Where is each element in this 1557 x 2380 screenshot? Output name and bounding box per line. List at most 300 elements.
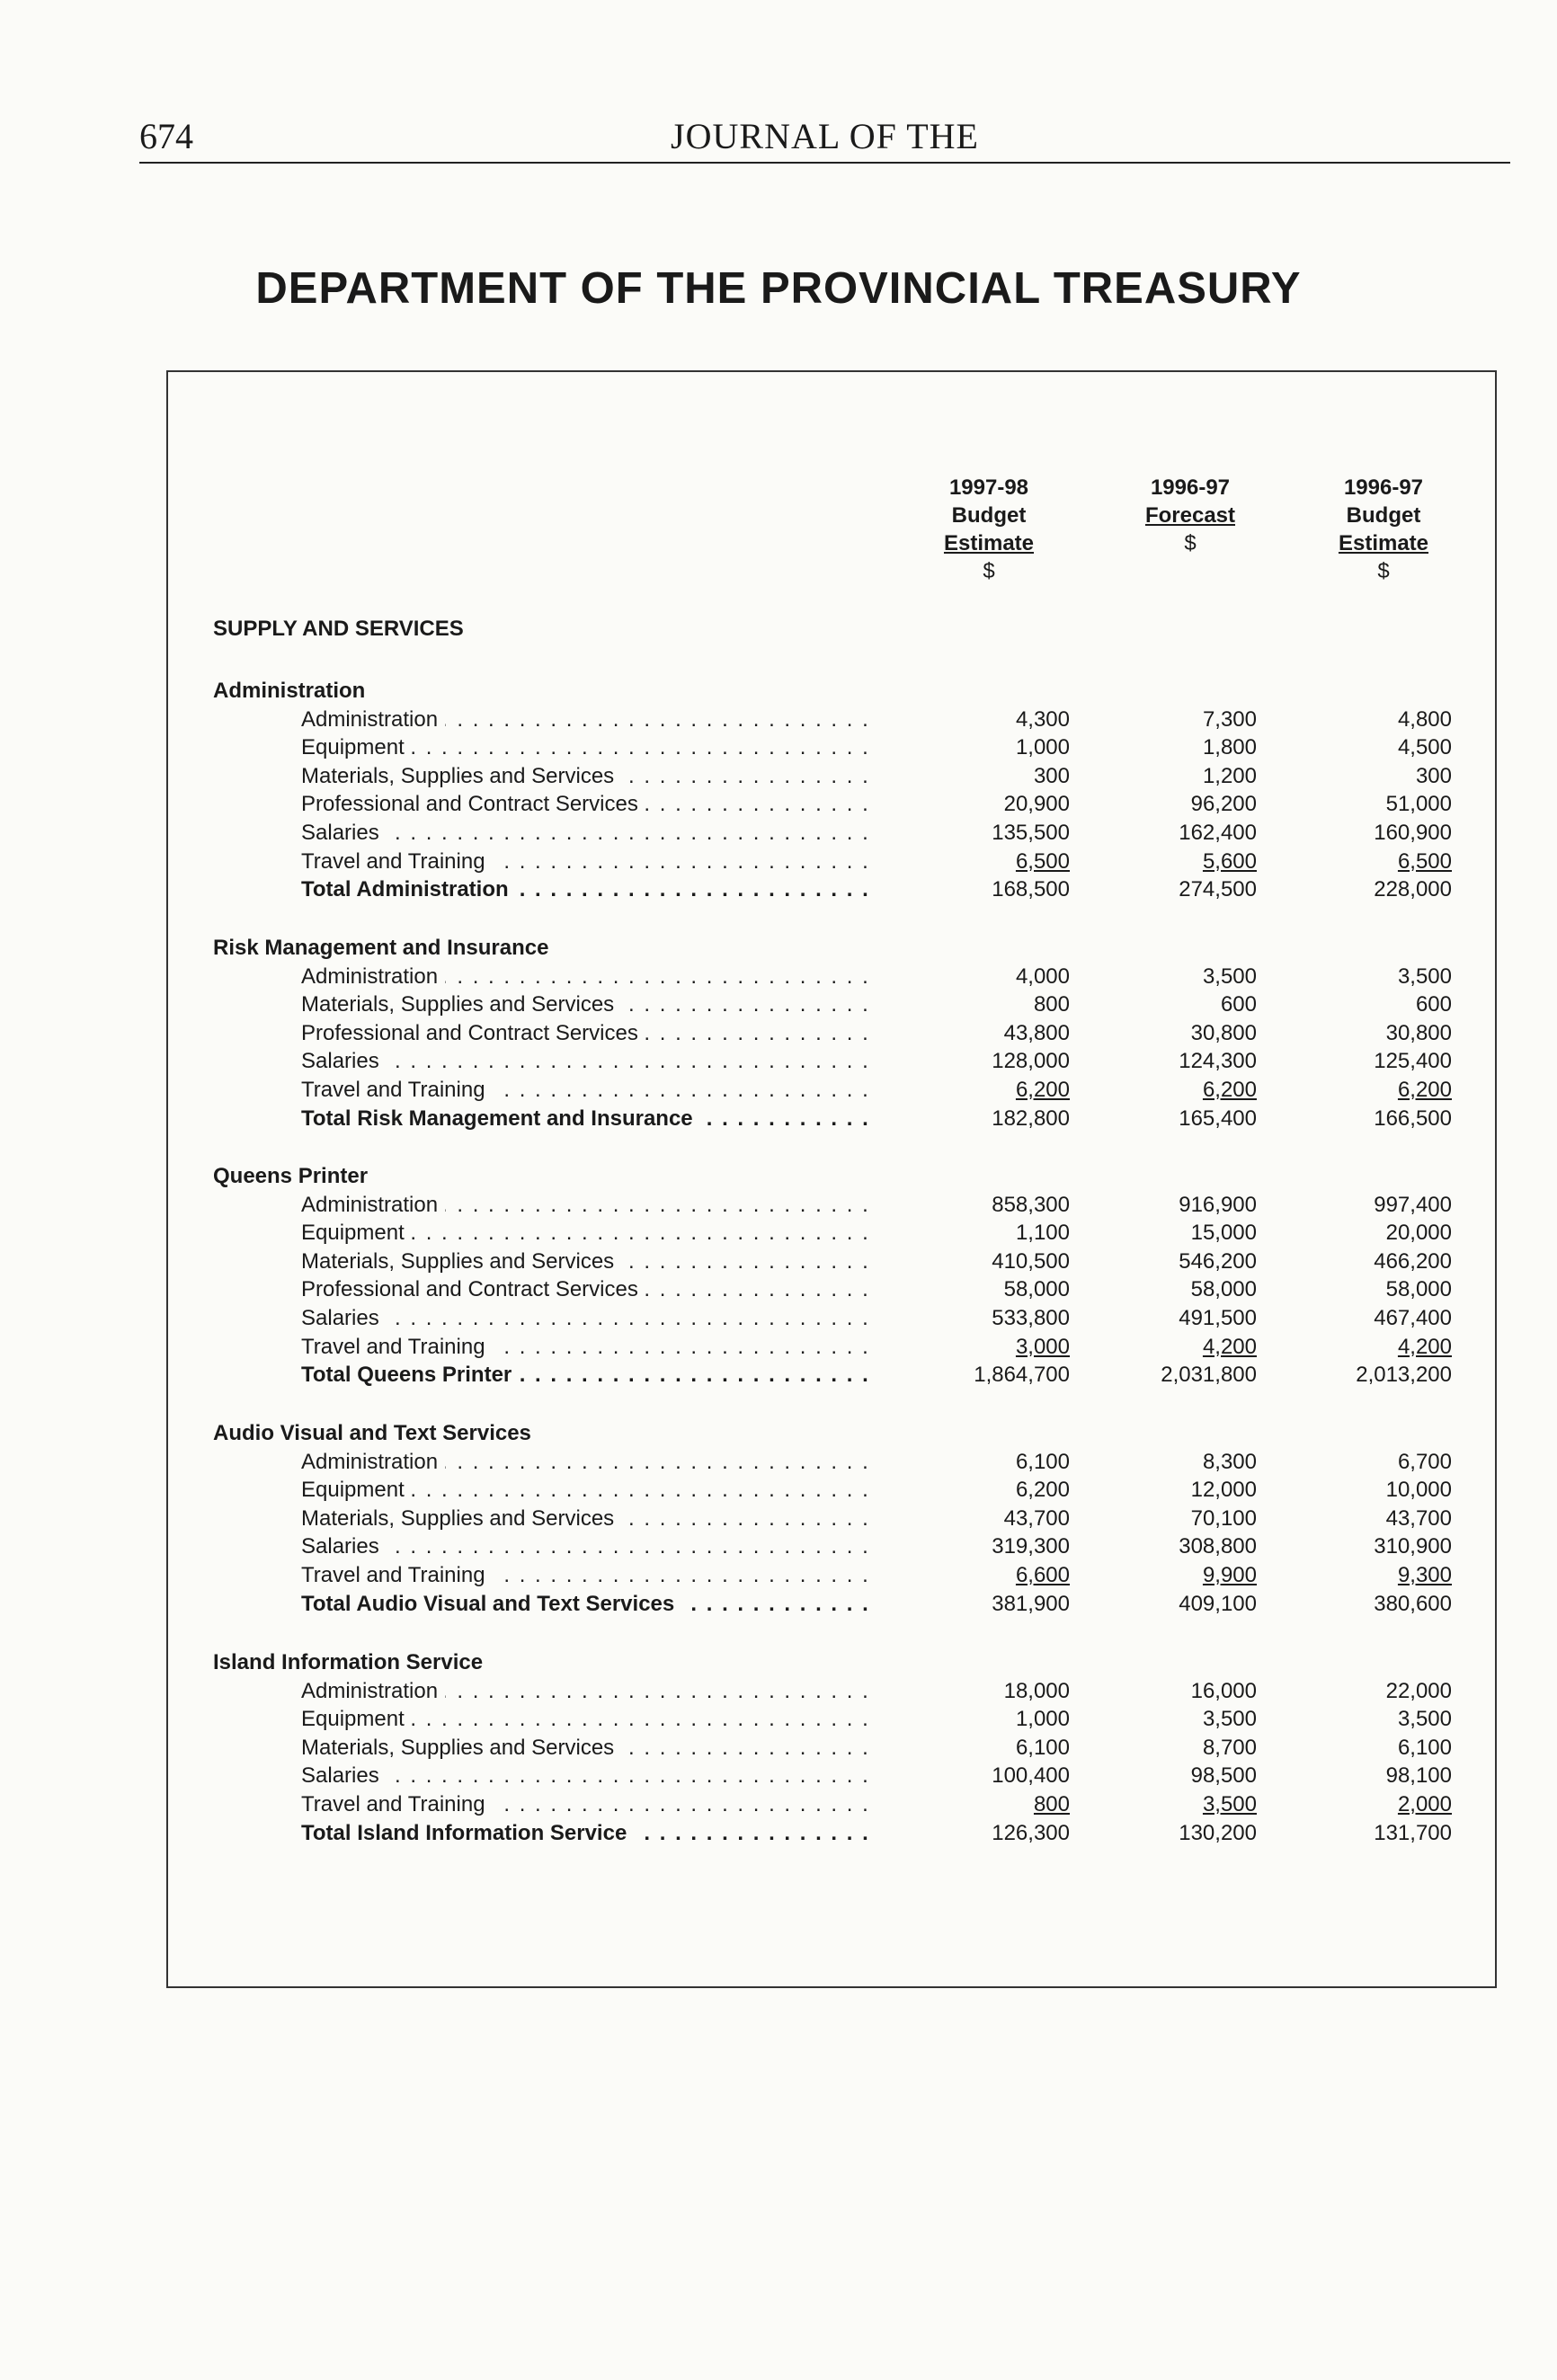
row-label-text: Total Risk Management and Insurance: [301, 1106, 700, 1131]
row-label: [301, 1047, 869, 1076]
column-header-line: 1996-97: [1150, 475, 1231, 500]
amount-value: 4,300: [1015, 706, 1070, 732]
amount-cell: [908, 1361, 1070, 1390]
amount-value: 98,500: [1190, 1763, 1257, 1789]
amount-cell: [908, 1333, 1070, 1362]
amount-value: 274,500: [1179, 877, 1257, 902]
row-label-text: Travel and Training: [301, 1792, 493, 1816]
currency-symbol: $: [1184, 531, 1197, 555]
amount-value: 1,200: [1202, 763, 1257, 788]
amount-value: 533,800: [992, 1306, 1070, 1330]
amount-cell: [1290, 1532, 1452, 1561]
amount-cell: [1095, 1734, 1257, 1763]
amount-cell: [1290, 848, 1452, 876]
amount-cell: [908, 1590, 1070, 1619]
table-row: [0, 1333, 1557, 1362]
row-label: [301, 1191, 869, 1220]
amount-value: 466,200: [1374, 1248, 1452, 1274]
amount-value: 18,000: [1003, 1678, 1070, 1703]
amount-value: 125,400: [1374, 1049, 1452, 1074]
amount-value: 51,000: [1385, 792, 1452, 817]
page-header: [139, 115, 1510, 164]
amount-cell: [1095, 1819, 1257, 1848]
amount-value: 6,100: [1015, 1449, 1070, 1474]
amount-cell: [908, 1219, 1070, 1248]
table-total-row: [0, 875, 1557, 904]
column-header-line: Estimate: [943, 531, 1035, 555]
amount-value: 3,500: [1202, 964, 1257, 989]
amount-value: 98,100: [1385, 1763, 1452, 1789]
amount-value: 2,013,200: [1356, 1363, 1452, 1388]
amount-cell: [908, 1532, 1070, 1561]
amount-value: 124,300: [1179, 1049, 1257, 1074]
amount-value: 600: [1220, 992, 1257, 1017]
row-label-text: Salaries: [301, 1049, 387, 1073]
table-row: [0, 1734, 1557, 1763]
page-number: 674: [139, 116, 193, 156]
amount-value: 162,400: [1179, 821, 1257, 845]
amount-cell: [1290, 1019, 1452, 1048]
amount-value: 58,000: [1385, 1277, 1452, 1302]
amount-cell: [1095, 1476, 1257, 1505]
amount-cell: [908, 819, 1070, 848]
column-header-1997-98-budget: [881, 474, 1097, 585]
amount-cell: [1290, 790, 1452, 819]
table-row: [0, 990, 1557, 1019]
table-row: [0, 706, 1557, 734]
amount-cell: [1290, 963, 1452, 991]
amount-value: 4,500: [1397, 735, 1452, 760]
amount-cell: [1290, 1705, 1452, 1734]
row-label-text: Materials, Supplies and Services: [301, 1506, 621, 1531]
amount-cell: [1290, 875, 1452, 904]
table-row: [0, 1561, 1557, 1590]
amount-value: 1,000: [1015, 735, 1070, 760]
amount-cell: [1095, 1505, 1257, 1533]
amount-cell: [908, 1448, 1070, 1477]
amount-value: 6,200: [1015, 1478, 1070, 1503]
group-title: Risk Management and Insurance: [213, 936, 549, 960]
row-label-text: Professional and Contract Services: [301, 1277, 645, 1301]
amount-value: 8,700: [1202, 1735, 1257, 1760]
amount-cell: [908, 1734, 1070, 1763]
amount-cell: [1095, 706, 1257, 734]
amount-cell: [1095, 1076, 1257, 1105]
amount-value: 6,200: [1397, 1078, 1452, 1102]
amount-cell: [1290, 1105, 1452, 1133]
row-label-text: Administration: [301, 707, 445, 732]
amount-value: 228,000: [1374, 877, 1452, 902]
amount-cell: [1095, 875, 1257, 904]
amount-cell: [908, 1105, 1070, 1133]
amount-value: 130,200: [1179, 1820, 1257, 1845]
amount-value: 409,100: [1179, 1591, 1257, 1616]
table-row: [0, 1191, 1557, 1220]
table-total-row: [0, 1590, 1557, 1619]
amount-cell: [1290, 1361, 1452, 1390]
amount-value: 166,500: [1374, 1106, 1452, 1131]
amount-value: 165,400: [1179, 1106, 1257, 1131]
column-header-line: 1996-97: [1343, 475, 1424, 500]
amount-cell: [1095, 1047, 1257, 1076]
amount-cell: [1095, 848, 1257, 876]
column-header-line: Budget: [951, 503, 1027, 528]
amount-cell: [908, 1191, 1070, 1220]
amount-cell: [1290, 1790, 1452, 1819]
amount-cell: [1290, 706, 1452, 734]
amount-cell: [908, 1505, 1070, 1533]
amount-value: 380,600: [1374, 1591, 1452, 1616]
column-header-line: Forecast: [1144, 503, 1236, 528]
amount-value: 15,000: [1190, 1221, 1257, 1246]
amount-cell: [1095, 990, 1257, 1019]
amount-value: 20,900: [1003, 792, 1070, 817]
row-label-text: Materials, Supplies and Services: [301, 764, 621, 788]
amount-cell: [1290, 1275, 1452, 1304]
amount-value: 7,300: [1202, 706, 1257, 732]
row-label-text: Materials, Supplies and Services: [301, 1249, 621, 1274]
amount-cell: [1290, 990, 1452, 1019]
row-label: [301, 1790, 869, 1819]
amount-value: 319,300: [992, 1534, 1070, 1559]
currency-symbol: $: [983, 559, 995, 583]
group-title: Audio Visual and Text Services: [213, 1421, 531, 1445]
column-header-line: Estimate: [1338, 531, 1429, 555]
amount-cell: [908, 1705, 1070, 1734]
table-row: [0, 1047, 1557, 1076]
row-label: [301, 1219, 869, 1248]
amount-value: 96,200: [1190, 792, 1257, 817]
amount-value: 4,200: [1397, 1334, 1452, 1359]
department-title: DEPARTMENT OF THE PROVINCIAL TREASURY: [255, 264, 1302, 313]
row-label-text: Equipment: [301, 1478, 412, 1502]
amount-value: 3,500: [1202, 1707, 1257, 1732]
row-label: [301, 819, 869, 848]
column-header-1996-97-forecast: [1082, 474, 1298, 557]
amount-cell: [908, 706, 1070, 734]
amount-cell: [1290, 1304, 1452, 1333]
amount-cell: [1095, 1275, 1257, 1304]
row-label-text: Professional and Contract Services: [301, 792, 645, 816]
amount-cell: [908, 762, 1070, 791]
amount-cell: [1095, 1762, 1257, 1790]
amount-cell: [908, 848, 1070, 876]
row-label-text: Materials, Supplies and Services: [301, 992, 621, 1017]
table-row: [0, 1219, 1557, 1248]
amount-cell: [1095, 1105, 1257, 1133]
amount-value: 546,200: [1179, 1248, 1257, 1274]
amount-cell: [1290, 1819, 1452, 1848]
table-row: [0, 1019, 1557, 1048]
amount-cell: [908, 990, 1070, 1019]
amount-cell: [908, 875, 1070, 904]
amount-cell: [908, 1019, 1070, 1048]
amount-value: 300: [1415, 763, 1452, 788]
amount-value: 4,200: [1202, 1334, 1257, 1359]
row-label: [301, 848, 869, 876]
amount-value: 3,000: [1015, 1334, 1070, 1359]
amount-value: 2,000: [1397, 1792, 1452, 1816]
amount-value: 6,200: [1202, 1078, 1257, 1102]
section-title: SUPPLY AND SERVICES: [213, 617, 464, 641]
table-row: [0, 1476, 1557, 1505]
amount-cell: [1095, 1304, 1257, 1333]
amount-cell: [908, 1047, 1070, 1076]
amount-cell: [1290, 1219, 1452, 1248]
amount-value: 800: [1033, 1792, 1070, 1816]
amount-cell: [1290, 1448, 1452, 1477]
amount-cell: [1095, 1219, 1257, 1248]
amount-cell: [1095, 1019, 1257, 1048]
table-row: [0, 848, 1557, 876]
amount-value: 1,000: [1015, 1707, 1070, 1732]
amount-value: 1,800: [1202, 735, 1257, 760]
amount-value: 6,100: [1015, 1735, 1070, 1760]
amount-value: 128,000: [992, 1049, 1070, 1074]
amount-value: 30,800: [1190, 1020, 1257, 1045]
amount-value: 491,500: [1179, 1306, 1257, 1330]
amount-cell: [908, 1476, 1070, 1505]
row-label: [301, 1076, 869, 1105]
amount-cell: [1095, 733, 1257, 762]
group-title: Administration: [213, 679, 366, 703]
amount-value: 1,864,700: [974, 1363, 1070, 1388]
row-label: [301, 1019, 869, 1048]
row-label: [301, 875, 869, 904]
amount-cell: [1290, 1561, 1452, 1590]
amount-cell: [1290, 1476, 1452, 1505]
amount-value: 6,600: [1015, 1563, 1070, 1587]
amount-value: 858,300: [992, 1192, 1070, 1217]
amount-value: 1,100: [1015, 1221, 1070, 1246]
amount-value: 43,800: [1003, 1020, 1070, 1045]
row-label-text: Administration: [301, 964, 445, 989]
amount-cell: [1095, 819, 1257, 848]
row-label: [301, 990, 869, 1019]
amount-cell: [1095, 1677, 1257, 1706]
amount-value: 4,800: [1397, 706, 1452, 732]
amount-cell: [1095, 1248, 1257, 1276]
row-label-text: Equipment: [301, 1221, 412, 1245]
amount-cell: [1290, 1677, 1452, 1706]
row-label-text: Equipment: [301, 735, 412, 759]
row-label: [301, 963, 869, 991]
amount-cell: [1290, 1590, 1452, 1619]
row-label: [301, 1275, 869, 1304]
amount-cell: [1095, 963, 1257, 991]
amount-cell: [1095, 790, 1257, 819]
running-title: JOURNAL OF THE: [671, 116, 979, 156]
row-label-text: Travel and Training: [301, 1335, 493, 1359]
amount-value: 997,400: [1374, 1192, 1452, 1217]
column-header-1996-97-budget: [1276, 474, 1491, 585]
table-row: [0, 1448, 1557, 1477]
amount-value: 20,000: [1385, 1221, 1452, 1246]
amount-value: 43,700: [1385, 1505, 1452, 1531]
amount-value: 3,500: [1397, 1707, 1452, 1732]
amount-value: 10,000: [1385, 1478, 1452, 1503]
table-row: [0, 733, 1557, 762]
amount-cell: [1290, 733, 1452, 762]
amount-value: 6,700: [1397, 1449, 1452, 1474]
amount-value: 30,800: [1385, 1020, 1452, 1045]
amount-cell: [1095, 1448, 1257, 1477]
amount-cell: [1095, 1590, 1257, 1619]
amount-value: 131,700: [1374, 1820, 1452, 1845]
row-label-text: Travel and Training: [301, 1563, 493, 1587]
amount-cell: [908, 963, 1070, 991]
amount-cell: [908, 1819, 1070, 1848]
group-title: Queens Printer: [213, 1164, 369, 1188]
row-label: [301, 1819, 869, 1848]
row-label: [301, 1677, 869, 1706]
amount-value: 916,900: [1179, 1192, 1257, 1217]
row-label-text: Total Queens Printer: [301, 1363, 519, 1387]
table-total-row: [0, 1105, 1557, 1133]
amount-cell: [1290, 1505, 1452, 1533]
row-label: [301, 1361, 869, 1390]
amount-cell: [908, 1275, 1070, 1304]
amount-value: 410,500: [992, 1248, 1070, 1274]
amount-value: 6,200: [1015, 1078, 1070, 1102]
row-label-text: Administration: [301, 1193, 445, 1217]
table-total-row: [0, 1361, 1557, 1390]
row-label-text: Professional and Contract Services: [301, 1021, 645, 1045]
amount-cell: [1095, 1361, 1257, 1390]
row-label-text: Total Audio Visual and Text Services: [301, 1592, 681, 1616]
table-row: [0, 1248, 1557, 1276]
table-row: [0, 1076, 1557, 1105]
row-label: [301, 1705, 869, 1734]
row-label: [301, 1248, 869, 1276]
amount-cell: [1290, 1076, 1452, 1105]
row-label: [301, 1505, 869, 1533]
amount-value: 310,900: [1374, 1534, 1452, 1559]
table-row: [0, 1705, 1557, 1734]
amount-value: 135,500: [992, 821, 1070, 845]
amount-cell: [1290, 1762, 1452, 1790]
row-label: [301, 1532, 869, 1561]
table-row: [0, 1762, 1557, 1790]
table-total-row: [0, 1819, 1557, 1848]
row-label-text: Materials, Supplies and Services: [301, 1736, 621, 1760]
amount-cell: [1290, 1047, 1452, 1076]
amount-value: 800: [1033, 992, 1070, 1017]
amount-value: 6,100: [1397, 1735, 1452, 1760]
amount-cell: [1290, 1333, 1452, 1362]
row-label: [301, 1304, 869, 1333]
row-label: [301, 706, 869, 734]
amount-value: 43,700: [1003, 1505, 1070, 1531]
amount-cell: [1095, 1532, 1257, 1561]
amount-value: 12,000: [1190, 1478, 1257, 1503]
amount-value: 58,000: [1190, 1277, 1257, 1302]
row-label: [301, 1476, 869, 1505]
amount-value: 6,500: [1397, 848, 1452, 874]
table-row: [0, 790, 1557, 819]
amount-value: 8,300: [1202, 1449, 1257, 1474]
amount-value: 168,500: [992, 877, 1070, 902]
amount-cell: [1095, 1561, 1257, 1590]
row-label: [301, 1590, 869, 1619]
amount-cell: [908, 1790, 1070, 1819]
row-label-text: Administration: [301, 1679, 445, 1703]
row-label: [301, 762, 869, 791]
column-header-line: 1997-98: [948, 475, 1029, 500]
row-label-text: Salaries: [301, 1534, 387, 1559]
amount-cell: [908, 1304, 1070, 1333]
table-row: [0, 1505, 1557, 1533]
amount-cell: [1095, 1191, 1257, 1220]
amount-cell: [1095, 1705, 1257, 1734]
row-label: [301, 1561, 869, 1590]
amount-cell: [1290, 1191, 1452, 1220]
amount-value: 300: [1033, 763, 1070, 788]
group-title: Island Information Service: [213, 1650, 484, 1674]
amount-value: 16,000: [1190, 1678, 1257, 1703]
amount-cell: [908, 1762, 1070, 1790]
amount-value: 381,900: [992, 1591, 1070, 1616]
table-row: [0, 1275, 1557, 1304]
amount-cell: [1290, 1734, 1452, 1763]
table-row: [0, 1677, 1557, 1706]
row-label: [301, 1448, 869, 1477]
amount-value: 70,100: [1190, 1505, 1257, 1531]
amount-cell: [908, 1677, 1070, 1706]
row-label: [301, 733, 869, 762]
amount-cell: [1095, 1790, 1257, 1819]
amount-value: 467,400: [1374, 1306, 1452, 1330]
table-row: [0, 819, 1557, 848]
amount-cell: [1290, 819, 1452, 848]
row-label: [301, 1762, 869, 1790]
column-header-line: Budget: [1346, 503, 1421, 528]
row-label-text: Salaries: [301, 821, 387, 845]
row-label-text: Travel and Training: [301, 1078, 493, 1102]
amount-cell: [1290, 762, 1452, 791]
amount-value: 308,800: [1179, 1534, 1257, 1559]
amount-cell: [908, 733, 1070, 762]
row-label-text: Travel and Training: [301, 849, 493, 874]
amount-cell: [908, 1076, 1070, 1105]
amount-cell: [1095, 762, 1257, 791]
amount-value: 126,300: [992, 1820, 1070, 1845]
amount-value: 3,500: [1397, 964, 1452, 989]
row-label: [301, 790, 869, 819]
amount-value: 6,500: [1015, 848, 1070, 874]
amount-value: 58,000: [1003, 1277, 1070, 1302]
currency-symbol: $: [1377, 559, 1390, 583]
amount-value: 182,800: [992, 1106, 1070, 1131]
row-label-text: Total Administration: [301, 877, 516, 901]
amount-value: 3,500: [1202, 1792, 1257, 1816]
amount-value: 4,000: [1015, 964, 1070, 989]
amount-cell: [908, 1248, 1070, 1276]
amount-value: 22,000: [1385, 1678, 1452, 1703]
amount-cell: [1290, 1248, 1452, 1276]
amount-value: 9,300: [1397, 1563, 1452, 1587]
amount-cell: [1095, 1333, 1257, 1362]
row-label-text: Administration: [301, 1450, 445, 1474]
table-row: [0, 762, 1557, 791]
row-label-text: Equipment: [301, 1707, 412, 1731]
table-row: [0, 963, 1557, 991]
amount-value: 5,600: [1202, 848, 1257, 874]
amount-value: 9,900: [1202, 1563, 1257, 1587]
row-label: [301, 1734, 869, 1763]
row-label-text: Salaries: [301, 1763, 387, 1788]
row-label-text: Salaries: [301, 1306, 387, 1330]
